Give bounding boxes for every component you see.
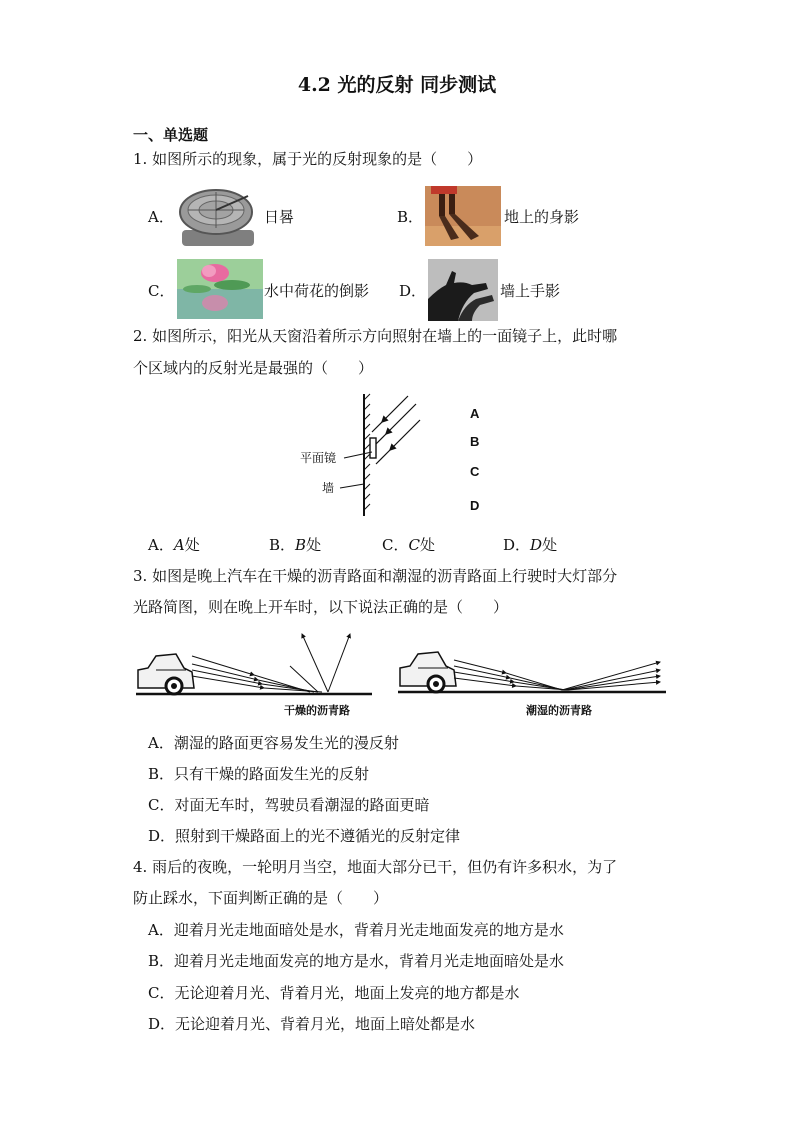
car-icon xyxy=(138,654,194,694)
q2-option-d xyxy=(503,535,557,555)
q3-option-d: D．照射到干燥路面上的光不遵循光的反射定律 xyxy=(148,827,461,845)
mirror-label: 平面镜 xyxy=(300,451,337,465)
shadow-photo xyxy=(425,186,501,246)
q2-option-a-suffix: 处 xyxy=(184,536,200,554)
q1-option-d-letter: D． xyxy=(399,282,427,300)
q1-option-b-letter: B． xyxy=(397,208,424,226)
q3-option-b: B．只有干燥的路面发生光的反射 xyxy=(148,765,370,783)
q3-option-c: C．对面无车时，驾驶员看潮湿的路面更暗 xyxy=(148,796,430,814)
q2-option-d-var: D xyxy=(530,536,543,554)
q1-option-c-letter: C． xyxy=(148,282,175,300)
hand-shadow-photo xyxy=(428,259,498,321)
mirror-diagram xyxy=(296,392,496,522)
q1-stem: 1. 如图所示的现象，属于光的反射现象的是（ ） xyxy=(133,150,483,168)
q2-option-b-var: B xyxy=(295,536,307,554)
q3-stem-line2: 光路简图，则在晚上开车时，以下说法正确的是（ ） xyxy=(133,598,509,616)
car-icon xyxy=(400,652,456,692)
q4-option-b: B．迎着月光走地面发亮的地方是水，背着月光走地面暗处是水 xyxy=(148,952,565,970)
q2-option-a-letter: A． xyxy=(148,536,174,554)
q2-option-b-letter: B． xyxy=(269,536,296,554)
q2-option-d-letter: D． xyxy=(503,536,531,554)
q2-option-c-suffix: 处 xyxy=(419,536,435,554)
q2-option-b-suffix: 处 xyxy=(306,536,322,554)
q2-option-c xyxy=(382,535,435,555)
page-title: 4.2 光的反射 同步测试 xyxy=(297,74,497,96)
q4-option-a: A．迎着月光走地面暗处是水，背着月光走地面发亮的地方是水 xyxy=(148,921,564,939)
q1-option-a-text: 日晷 xyxy=(264,208,295,226)
q1-option-c-text: 水中荷花的倒影 xyxy=(264,282,370,300)
q4-stem-line1: 4. 雨后的夜晚，一轮明月当空，地面大部分已干，但仍有许多积水，为了 xyxy=(133,858,618,876)
q1-option-d-text: 墙上手影 xyxy=(500,282,561,300)
wet-road-label: 潮湿的沥青路 xyxy=(526,705,592,717)
q2-option-c-letter: C． xyxy=(382,536,409,554)
point-b-label: B xyxy=(470,434,480,449)
q4-stem-line2: 防止踩水，下面判断正确的是（ ） xyxy=(133,889,389,907)
q2-option-d-suffix: 处 xyxy=(542,536,558,554)
lotus-photo xyxy=(177,259,263,319)
point-d-label: D xyxy=(470,498,480,513)
q2-option-c-var: C xyxy=(408,536,420,554)
sundial-photo xyxy=(176,184,260,248)
q4-option-d: D．无论迎着月光、背着月光，地面上暗处都是水 xyxy=(148,1015,476,1033)
dry-road-diagram xyxy=(134,630,374,720)
q3-option-a: A．潮湿的路面更容易发生光的漫反射 xyxy=(148,734,399,752)
q1-option-a-letter: A． xyxy=(148,208,174,226)
point-a-label: A xyxy=(470,406,480,421)
q1-option-b-text: 地上的身影 xyxy=(504,208,580,226)
wet-road-diagram xyxy=(396,630,668,720)
section-heading: 一、单选题 xyxy=(133,126,209,144)
wall-label: 墙 xyxy=(322,481,335,495)
dry-road-label: 干燥的沥青路 xyxy=(284,705,350,717)
q2-option-a xyxy=(148,535,200,555)
q3-stem-line1: 3. 如图是晚上汽车在干燥的沥青路面和潮湿的沥青路面上行驶时大灯部分 xyxy=(133,567,618,585)
point-c-label: C xyxy=(470,464,480,479)
q2-stem-line1: 2. 如图所示，阳光从天窗沿着所示方向照射在墙上的一面镜子上，此时哪 xyxy=(133,327,618,345)
q2-option-b xyxy=(269,535,321,555)
q2-stem-line2: 个区域内的反射光是最强的（ ） xyxy=(133,359,374,377)
q2-option-a-var: A xyxy=(173,536,185,554)
q4-option-c: C．无论迎着月光、背着月光，地面上发亮的地方都是水 xyxy=(148,984,520,1002)
